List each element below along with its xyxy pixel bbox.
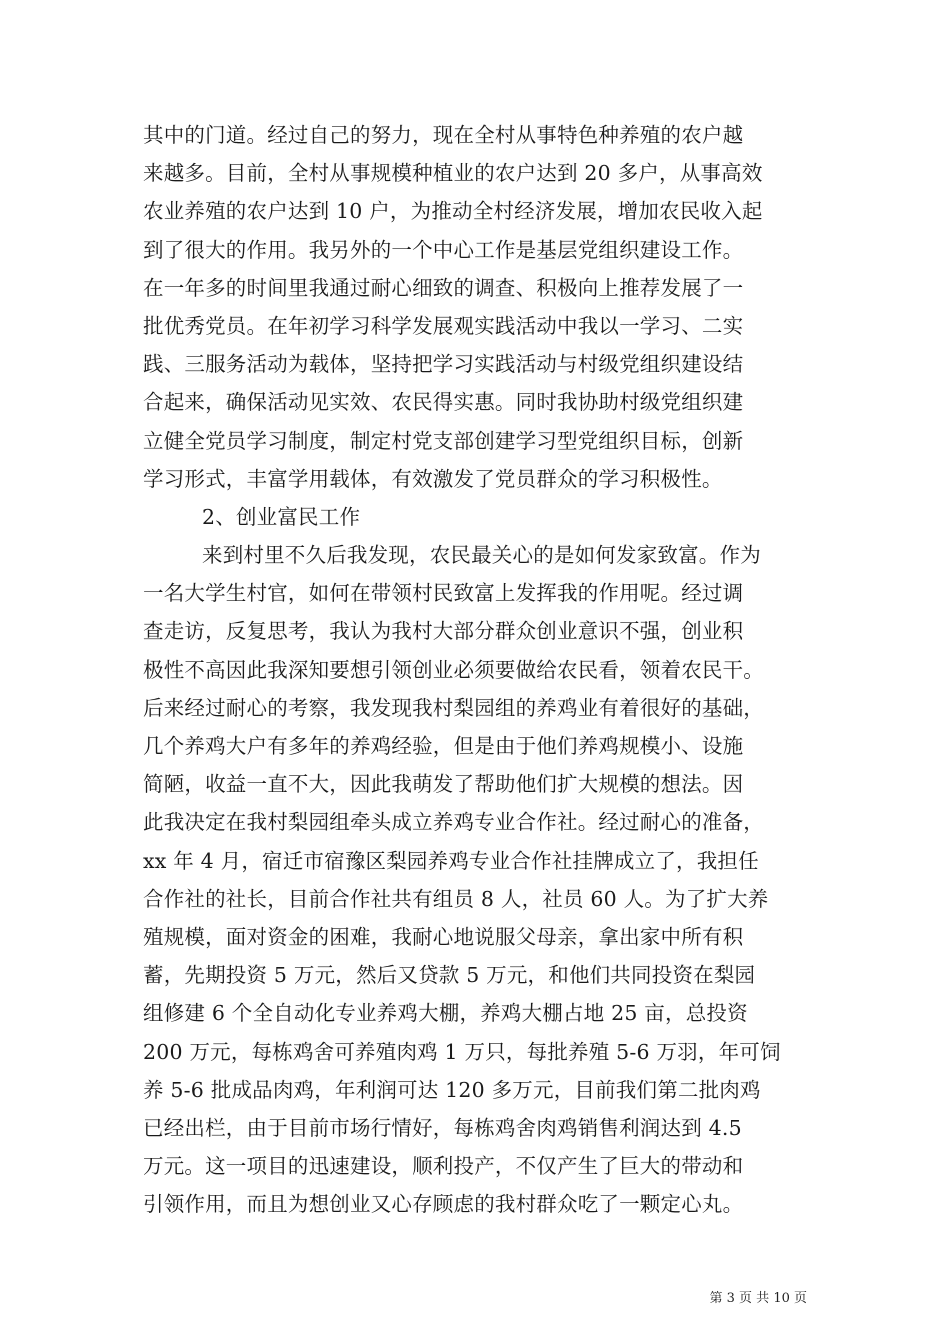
text-line: 200 万元，每栋鸡舍可养殖肉鸡 1 万只，每批养殖 5-6 万羽，年可饲 [143, 1039, 781, 1064]
text-line: 已经出栏，由于目前市场行情好，每栋鸡舍肉鸡销售利润达到 4.5 [143, 1115, 742, 1140]
text-line: 在一年多的时间里我通过耐心细致的调查、积极向上推荐发展了一 [143, 275, 744, 300]
text-line: 来越多。目前，全村从事规模种植业的农户达到 20 多户，从事高效 [143, 161, 763, 186]
page-number: 第 3 页 共 10 页 [709, 1291, 807, 1306]
text-line: 来到村里不久后我发现，农民最关心的是如何发家致富。作为 [202, 543, 761, 568]
text-line: 此我决定在我村梨园组牵头成立养鸡专业合作社。经过耐心的准备， [143, 810, 764, 835]
text-line: 极性不高因此我深知要想引领创业必须要做给农民看，领着农民干。 [143, 657, 764, 682]
text-line: 其中的门道。经过自己的努力，现在全村从事特色种养殖的农户越 [143, 123, 744, 147]
text-line: xx 年 4 月，宿迁市宿豫区梨园养鸡专业合作社挂牌成立了，我担任 [143, 848, 759, 873]
section-heading: 2、创业富民工作 [202, 504, 361, 529]
text-line: 立健全党员学习制度，制定村党支部创建学习型党组织目标，创新 [143, 428, 744, 453]
text-line: 到了很大的作用。我另外的一个中心工作是基层党组织建设工作。 [143, 237, 744, 262]
text-line: 农业养殖的农户达到 10 户，为推动全村经济发展，增加农民收入起 [143, 199, 763, 224]
text-line: 养 5-6 批成品肉鸡，年利润可达 120 多万元，目前我们第二批肉鸡 [143, 1077, 761, 1102]
text-line: 几个养鸡大户有多年的养鸡经验，但是由于他们养鸡规模小、设施 [143, 734, 744, 758]
text-line: 引领作用，而且为想创业又心存顾虑的我村群众吃了一颗定心丸。 [143, 1192, 744, 1217]
text-line: 批优秀党员。在年初学习科学发展观实践活动中我以一学习、二实 [143, 313, 744, 338]
text-line: 万元。这一项目的迅速建设，顺利投产，不仅产生了巨大的带动和 [143, 1154, 744, 1179]
text-line: 一名大学生村官，如何在带领村民致富上发挥我的作用呢。经过调 [143, 581, 744, 606]
text-line: 学习形式，丰富学用载体，有效激发了党员群众的学习积极性。 [143, 466, 723, 491]
text-line: 组修建 6 个全自动化专业养鸡大棚，养鸡大棚占地 25 亩，总投资 [143, 1001, 748, 1026]
text-line: 简陋，收益一直不大，因此我萌发了帮助他们扩大规模的想法。因 [143, 772, 744, 797]
text-line: 查走访，反复思考，我认为我村大部分群众创业意识不强，创业积 [143, 619, 744, 644]
text-line: 践、三服务活动为载体，坚持把学习实践活动与村级党组织建设结 [143, 352, 744, 377]
text-line: 殖规模，面对资金的困难，我耐心地说服父母亲，拿出家中所有积 [143, 924, 744, 949]
body-text [143, 116, 823, 1223]
text-line: 合起来，确保活动见实效、农民得实惠。同时我协助村级党组织建 [143, 390, 744, 415]
text-line: 后来经过耐心的考察，我发现我村梨园组的养鸡业有着很好的基础， [143, 695, 764, 720]
text-line: 蓄，先期投资 5 万元，然后又贷款 5 万元，和他们共同投资在梨园 [143, 963, 756, 988]
text-line: 合作社的社长，目前合作社共有组员 8 人，社员 60 人。为了扩大养 [143, 886, 769, 911]
